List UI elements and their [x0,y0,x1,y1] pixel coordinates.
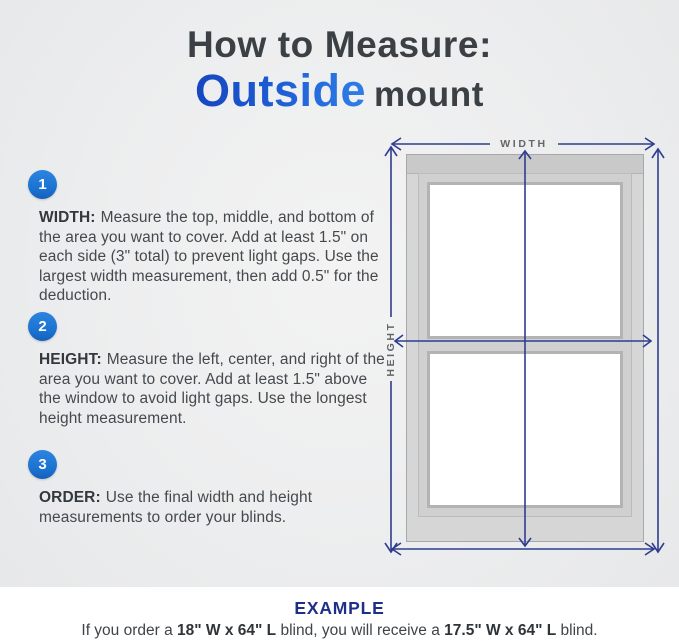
bottom-width-arrow [392,543,654,555]
example-ordered-size: 18" W x 64" L [177,622,277,639]
example-sentence [0,622,679,640]
window-sash [418,173,632,517]
height-arrow-label: HEIGHT [385,321,397,377]
window-pane-bottom [427,351,623,508]
step-2-label: HEIGHT: [39,351,102,368]
page-title [0,24,679,116]
step-3-badge: 3 [28,450,57,479]
step-2-body: Measure the left, center, and right of the area you want to cover. Add at least 1.5" above the window to avoid light gaps. Use the longest height measurement. [39,351,385,427]
example-middle: blind, you will receive a [276,622,445,639]
window-pane-top [427,182,623,339]
step-1-text [39,208,391,306]
example-footer [0,587,679,644]
step-2-text [39,350,391,428]
step-3-text [39,488,391,527]
step-2-badge: 2 [28,312,57,341]
step-3-body: Use the final width and height measurements to order your blinds. [39,489,313,526]
step-width [28,170,388,306]
window-top-casing [407,155,643,174]
step-3-label: ORDER: [39,489,101,506]
example-received-size: 17.5" W x 64" L [444,622,557,639]
title-highlight: Outside [195,65,367,116]
window-illustration [406,154,644,542]
right-height-arrow [652,149,664,552]
example-heading: EXAMPLE [294,598,385,618]
title-line1: How to Measure: [186,24,493,65]
example-suffix: blind. [556,622,598,639]
title-suffix: mount [374,75,484,114]
step-order [28,450,388,527]
step-1-label: WIDTH: [39,209,96,226]
width-arrow-label: WIDTH [500,138,548,150]
step-height [28,312,388,428]
step-1-body: Measure the top, middle, and bottom of the area you want to cover. Add at least 1.5" on each side (3" total) to prevent light gaps. Use the largest width measurement, then add 0.5" for the deduction. [39,209,379,305]
title-line2 [0,65,679,116]
example-prefix: If you order a [81,622,178,639]
step-1-badge: 1 [28,170,57,199]
